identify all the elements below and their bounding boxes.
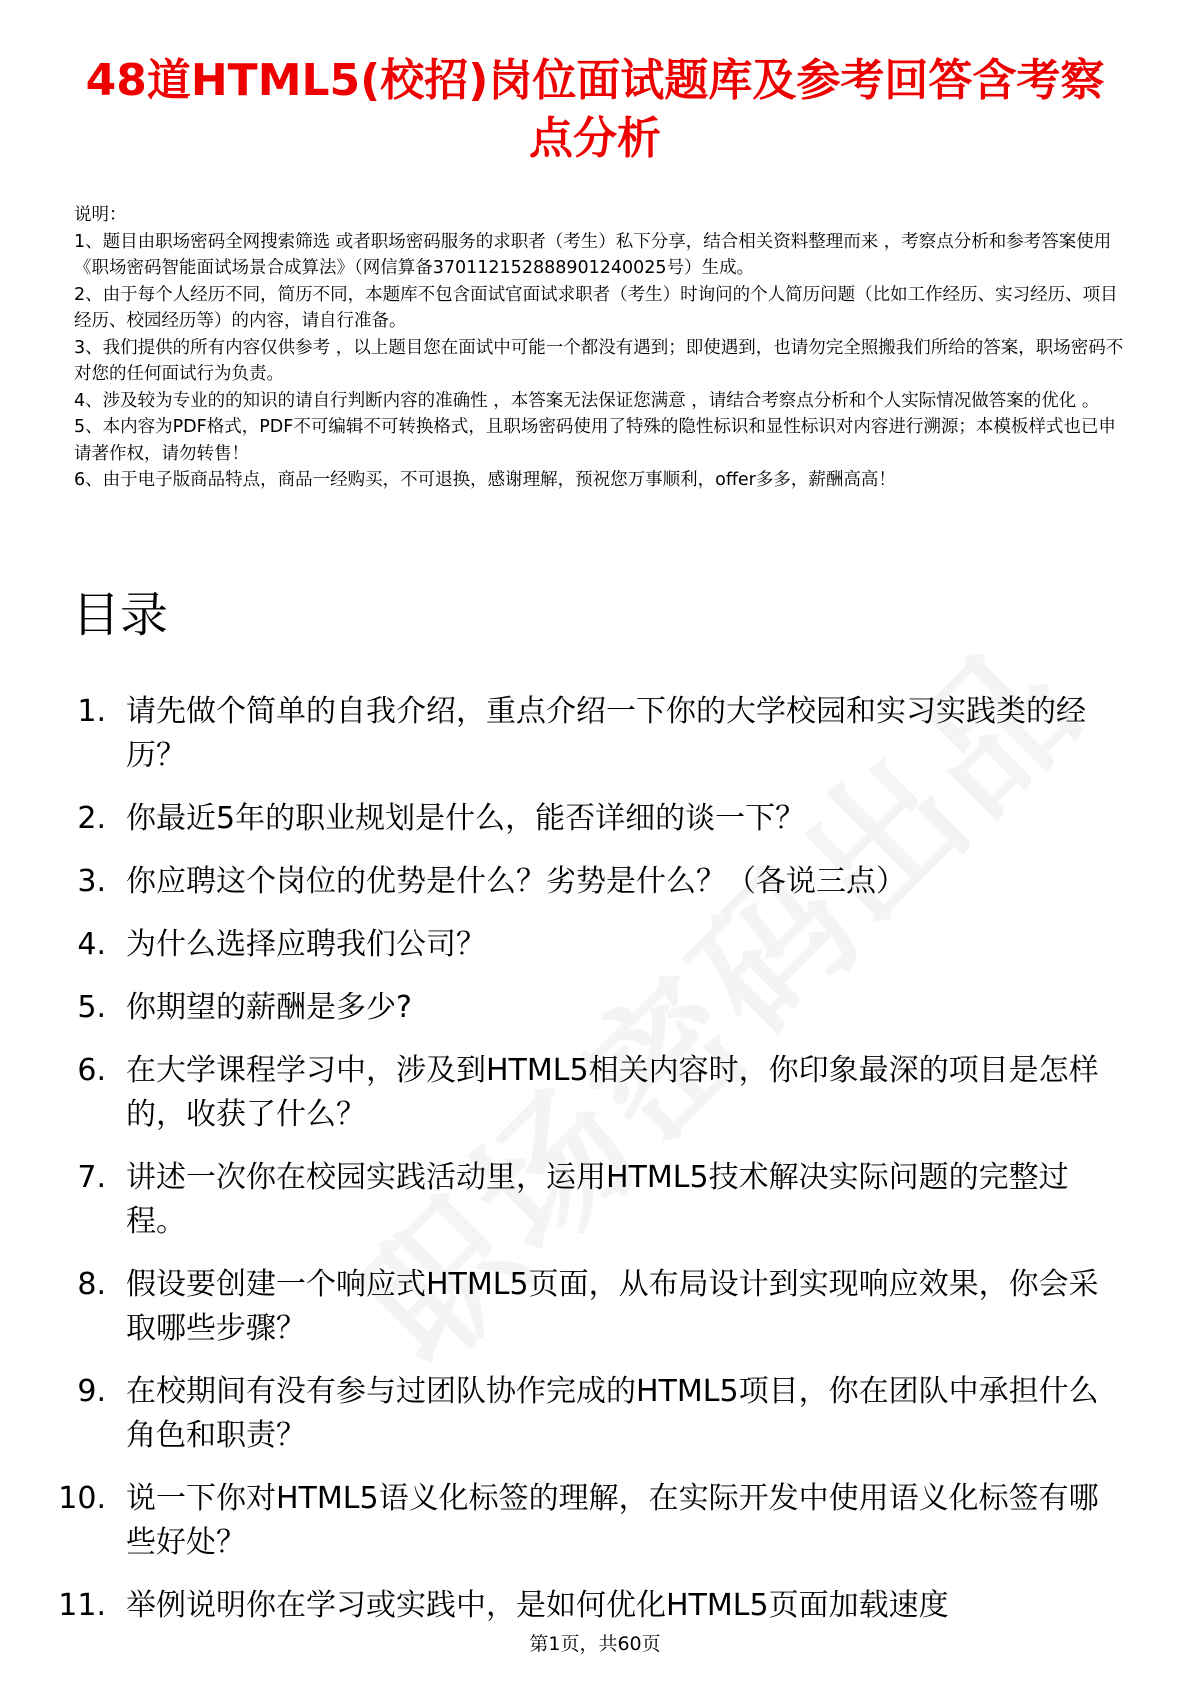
- notes-section: [74, 202, 1124, 494]
- toc-item-number: 6.: [77, 1053, 106, 1088]
- note-item: 2、由于每个人经历不同，简历不同，本题库不包含面试官面试求职者（考生）时询问的个人简历问题（比如工作经历、实习经历、项目经历、校园经历等）的内容，请自行准备。: [74, 284, 1118, 331]
- toc-item[interactable]: [0, 797, 1120, 841]
- toc-item-number: 5.: [77, 990, 106, 1025]
- toc-item-number: 9.: [77, 1374, 106, 1409]
- toc-item-text: 假设要创建一个响应式HTML5页面，从布局设计到实现响应效果，你会采取哪些步骤？: [126, 1267, 1099, 1346]
- toc-item-text: 你期望的薪酬是多少?: [126, 990, 412, 1025]
- note-item: 4、涉及较为专业的的知识的请自行判断内容的准确性 ，本答案无法保证您满意 ，请结合考察点分析和个人实际情况做答案的优化 。: [74, 390, 1100, 411]
- toc-item[interactable]: [0, 1263, 1120, 1351]
- toc-item[interactable]: [0, 1049, 1120, 1137]
- toc-item[interactable]: [0, 690, 1120, 778]
- toc-heading: 目录: [72, 587, 169, 643]
- document-title: 48道HTML5(校招)岗位面试题库及参考回答含考察点分析: [85, 55, 1105, 164]
- toc-item-number: 3.: [77, 864, 106, 899]
- toc-item-number: 2.: [77, 801, 106, 836]
- toc-item[interactable]: [0, 860, 1120, 904]
- toc-item-text: 请先做个简单的自我介绍，重点介绍一下你的大学校园和实习实践类的经历？: [126, 694, 1086, 773]
- toc-item-number: 10.: [58, 1481, 106, 1516]
- note-item: 6、由于电子版商品特点，商品一经购买，不可退换，感谢理解，预祝您万事顺利，offer多多，薪酬高高！: [74, 470, 896, 490]
- toc-item-text: 你最近5年的职业规划是什么，能否详细的谈一下？: [126, 801, 806, 836]
- toc-item[interactable]: [0, 1477, 1120, 1565]
- toc-item[interactable]: [0, 1156, 1120, 1244]
- toc-item-text: 讲述一次你在校园实践活动里，运用HTML5技术解决实际问题的完整过程。: [126, 1160, 1069, 1239]
- toc-item-text: 为什么选择应聘我们公司？: [126, 927, 486, 962]
- toc-item-text: 举例说明你在学习或实践中，是如何优化HTML5页面加载速度: [126, 1588, 949, 1623]
- toc-item-number: 7.: [77, 1160, 106, 1195]
- toc-item-number: 1.: [77, 694, 106, 729]
- toc-item[interactable]: [0, 923, 1120, 967]
- note-item: 3、我们提供的所有内容仅供参考 ，以上题目您在面试中可能一个都没有遇到；即使遇到，也请勿完全照搬我们所给的答案，职场密码不对您的任何面试行为负责。: [74, 337, 1124, 384]
- toc-list: [0, 690, 1190, 1647]
- notes-heading: 说明：: [74, 205, 127, 225]
- toc-item-number: 11.: [58, 1588, 106, 1623]
- toc-item-number: 4.: [77, 927, 106, 962]
- toc-item[interactable]: [0, 1584, 1120, 1628]
- note-item: 1、题目由职场密码全网搜索筛选 或者职场密码服务的求职者（考生）私下分享，结合相关资料整理而来 ，考察点分析和参考答案使用《职场密码智能面试场景合成算法》（网信算备370112152888901240025号）生成。: [74, 231, 1112, 278]
- toc-item-number: 8.: [77, 1267, 106, 1302]
- page-footer: 第1页，共60页: [529, 1633, 661, 1655]
- toc-item-text: 在校期间有没有参与过团队协作完成的HTML5项目，你在团队中承担什么角色和职责？: [126, 1374, 1099, 1453]
- toc-item-text: 说一下你对HTML5语义化标签的理解，在实际开发中使用语义化标签有哪些好处？: [126, 1481, 1099, 1560]
- toc-item[interactable]: [0, 986, 1120, 1030]
- toc-item[interactable]: [0, 1370, 1120, 1458]
- toc-item-text: 在大学课程学习中，涉及到HTML5相关内容时，你印象最深的项目是怎样的，收获了什么？: [126, 1053, 1099, 1132]
- toc-item-text: 你应聘这个岗位的优势是什么？劣势是什么？（各说三点）: [126, 864, 906, 899]
- note-item: 5、本内容为PDF格式，PDF不可编辑不可转换格式，且职场密码使用了特殊的隐性标识和显性标识对内容进行溯源；本模板样式也已申请著作权，请勿转售！: [74, 417, 1116, 464]
